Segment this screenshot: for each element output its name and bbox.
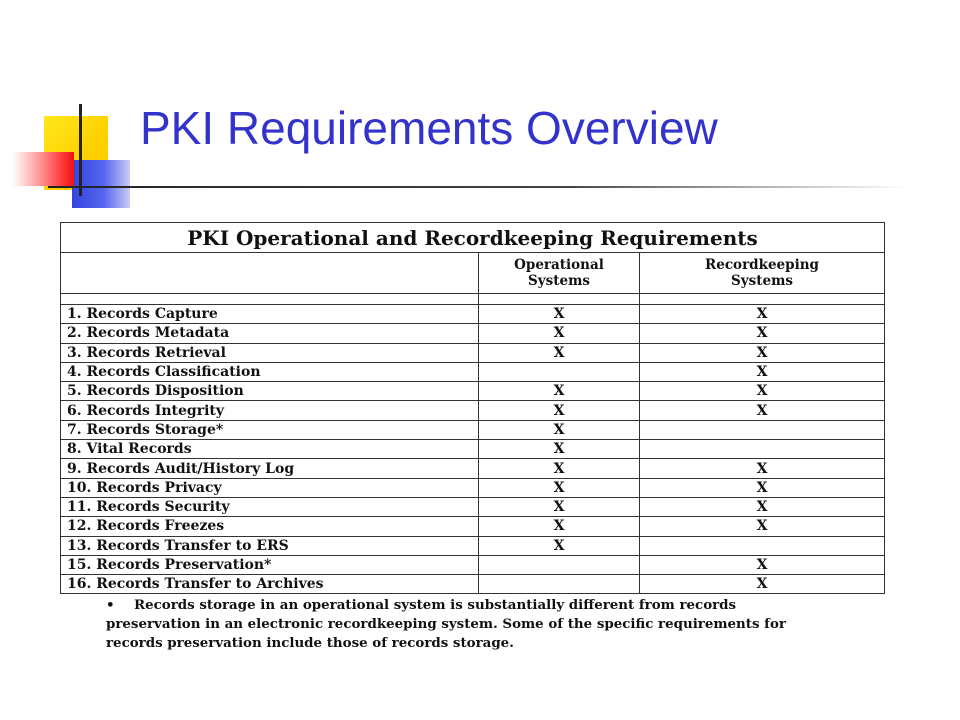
spacer-cell	[479, 294, 640, 305]
decorative-vertical-line	[79, 104, 82, 196]
recordkeeping-mark: X	[640, 324, 885, 343]
recordkeeping-mark: X	[640, 401, 885, 420]
table-row	[61, 517, 885, 536]
bullet-icon: •	[106, 597, 115, 613]
recordkeeping-mark: X	[640, 382, 885, 401]
recordkeeping-mark: X	[640, 343, 885, 362]
requirement-cell: 1. Records Capture	[61, 305, 479, 324]
operational-mark: X	[479, 459, 640, 478]
table-spacer-row	[61, 294, 885, 305]
requirement-cell: 6. Records Integrity	[61, 401, 479, 420]
table-row	[61, 497, 885, 516]
table-header-row	[61, 253, 885, 294]
recordkeeping-mark: X	[640, 305, 885, 324]
recordkeeping-header-line-1: Recordkeeping	[705, 257, 819, 273]
operational-mark: X	[479, 478, 640, 497]
table-row	[61, 440, 885, 459]
footnote-line-3: records preservation include those of records storage.	[106, 635, 514, 651]
recordkeeping-column-header	[640, 253, 885, 294]
recordkeeping-mark: X	[640, 478, 885, 497]
requirement-cell: 2. Records Metadata	[61, 324, 479, 343]
recordkeeping-mark	[640, 420, 885, 439]
recordkeeping-mark: X	[640, 517, 885, 536]
requirement-cell: 8. Vital Records	[61, 440, 479, 459]
requirement-cell: 16. Records Transfer to Archives	[61, 575, 479, 594]
operational-mark: X	[479, 382, 640, 401]
table-title: PKI Operational and Recordkeeping Requirements	[61, 223, 885, 253]
table-row	[61, 536, 885, 555]
requirement-cell: 9. Records Audit/History Log	[61, 459, 479, 478]
requirement-cell: 11. Records Security	[61, 497, 479, 516]
table-row	[61, 420, 885, 439]
slide-title: PKI Requirements Overview	[140, 102, 718, 154]
table-row	[61, 575, 885, 594]
decorative-red-bar	[12, 152, 74, 186]
operational-mark: X	[479, 497, 640, 516]
table-row	[61, 555, 885, 574]
requirement-cell: 12. Records Freezes	[61, 517, 479, 536]
requirement-cell: 4. Records Classification	[61, 362, 479, 381]
operational-mark: X	[479, 536, 640, 555]
operational-mark: X	[479, 420, 640, 439]
requirement-cell: 13. Records Transfer to ERS	[61, 536, 479, 555]
operational-mark: X	[479, 401, 640, 420]
recordkeeping-mark	[640, 536, 885, 555]
requirement-cell: 5. Records Disposition	[61, 382, 479, 401]
title-underline	[48, 186, 908, 188]
operational-mark	[479, 575, 640, 594]
operational-column-header	[479, 253, 640, 294]
requirement-cell: 7. Records Storage*	[61, 420, 479, 439]
table-row	[61, 362, 885, 381]
requirement-column-header	[61, 253, 479, 294]
recordkeeping-mark	[640, 440, 885, 459]
operational-mark: X	[479, 517, 640, 536]
requirement-cell: 15. Records Preservation*	[61, 555, 479, 574]
recordkeeping-header-line-2: Systems	[731, 273, 793, 289]
operational-mark: X	[479, 440, 640, 459]
spacer-cell	[640, 294, 885, 305]
requirement-cell: 3. Records Retrieval	[61, 343, 479, 362]
requirements-table	[60, 222, 885, 594]
operational-header-line-2: Systems	[528, 273, 590, 289]
operational-mark: X	[479, 343, 640, 362]
requirements-table-image	[60, 222, 886, 594]
operational-mark: X	[479, 305, 640, 324]
operational-mark	[479, 362, 640, 381]
footnote	[106, 596, 906, 653]
operational-mark: X	[479, 324, 640, 343]
table-row	[61, 401, 885, 420]
footnote-line-1: Records storage in an operational system is substantially different from records	[134, 597, 737, 613]
table-row	[61, 305, 885, 324]
spacer-cell	[61, 294, 479, 305]
recordkeeping-mark: X	[640, 497, 885, 516]
requirement-cell: 10. Records Privacy	[61, 478, 479, 497]
recordkeeping-mark: X	[640, 362, 885, 381]
table-row	[61, 324, 885, 343]
table-row	[61, 382, 885, 401]
operational-header-line-1: Operational	[514, 257, 604, 273]
table-row	[61, 478, 885, 497]
table-row	[61, 343, 885, 362]
footnote-line-2: preservation in an electronic recordkeeping system. Some of the specific requirements for	[106, 616, 786, 632]
operational-mark	[479, 555, 640, 574]
recordkeeping-mark: X	[640, 575, 885, 594]
table-row	[61, 459, 885, 478]
recordkeeping-mark: X	[640, 459, 885, 478]
table-body	[61, 305, 885, 594]
recordkeeping-mark: X	[640, 555, 885, 574]
table-title-row	[61, 223, 885, 253]
